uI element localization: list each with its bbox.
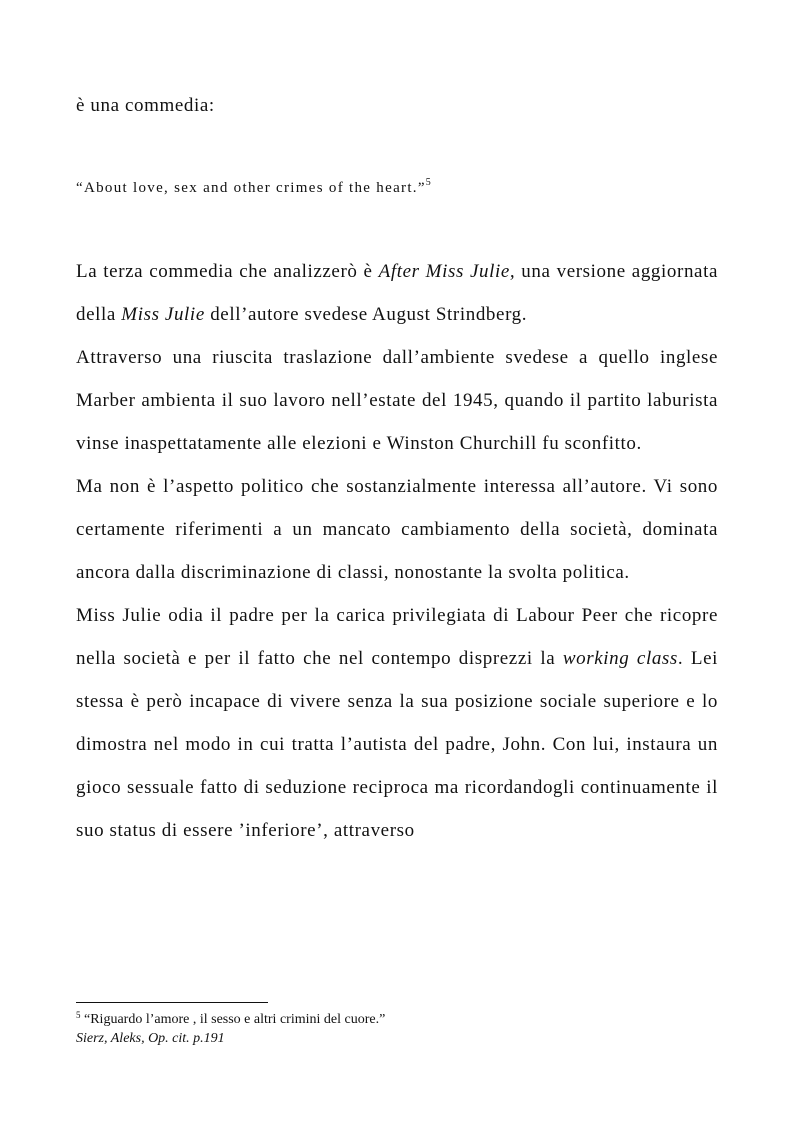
- footnote-reference: 5: [425, 177, 431, 188]
- paragraph-1-text-b: una versione aggiornata della: [76, 261, 718, 325]
- paragraph-3: Ma non è l’aspetto politico che sostanzialmente interessa all’autore. Vi sono certamente riferimenti a un mancato cambiamento della società, dominata ancora dalla discriminazione di classi, nonostante la svolta politica.: [76, 476, 718, 583]
- paragraph-2: Attraverso una riuscita traslazione dall’ambiente svedese a quello inglese Marber ambienta il suo lavoro nell’estate del 1945, quando il partito laburista vinse inaspettatamente alle elezioni e Winston Churchill fu sconfitto.: [76, 347, 718, 454]
- footnote-citation: Sierz, Aleks, Op. cit. p.191: [76, 1031, 225, 1046]
- paragraph-1-text-a: La terza commedia che analizzerò è: [76, 261, 379, 282]
- paragraph-1: [76, 250, 718, 336]
- footnote-divider: [76, 1002, 268, 1003]
- footnote-number: 5: [76, 1010, 81, 1020]
- play-title-miss-julie: Miss Julie: [121, 304, 205, 325]
- paragraph-4-text-a: Miss Julie odia il padre per la carica privilegiata di Labour Peer che ricopre nella società e per il fatto che nel contempo disprezzi la: [76, 605, 718, 669]
- quote-text: “About love, sex and other crimes of the heart.”: [76, 180, 426, 196]
- footnote: [76, 1010, 385, 1048]
- paragraph-4-text-b: . Lei stessa è però incapace di vivere senza la sua posizione sociale superiore e lo dimostra nel modo in cui tratta l’autista del padre, John. Con lui, instaura un gioco sessuale fatto di seduzione reciproca ma ricordandogli continuamente il suo status di essere ’inferiore’, attraverso: [76, 648, 718, 841]
- paragraph-1-text-c: dell’autore svedese August Strindberg.: [204, 304, 528, 325]
- play-title-after-miss-julie: After Miss Julie,: [378, 261, 516, 282]
- main-text: [76, 250, 718, 852]
- intro-line: è una commedia:: [76, 95, 215, 116]
- paragraph-4: [76, 594, 718, 852]
- emphasis-working-class: working class: [562, 648, 678, 669]
- footnote-text: “Riguardo l’amore , il sesso e altri crimini del cuore.”: [80, 1012, 386, 1027]
- quote: [76, 176, 431, 200]
